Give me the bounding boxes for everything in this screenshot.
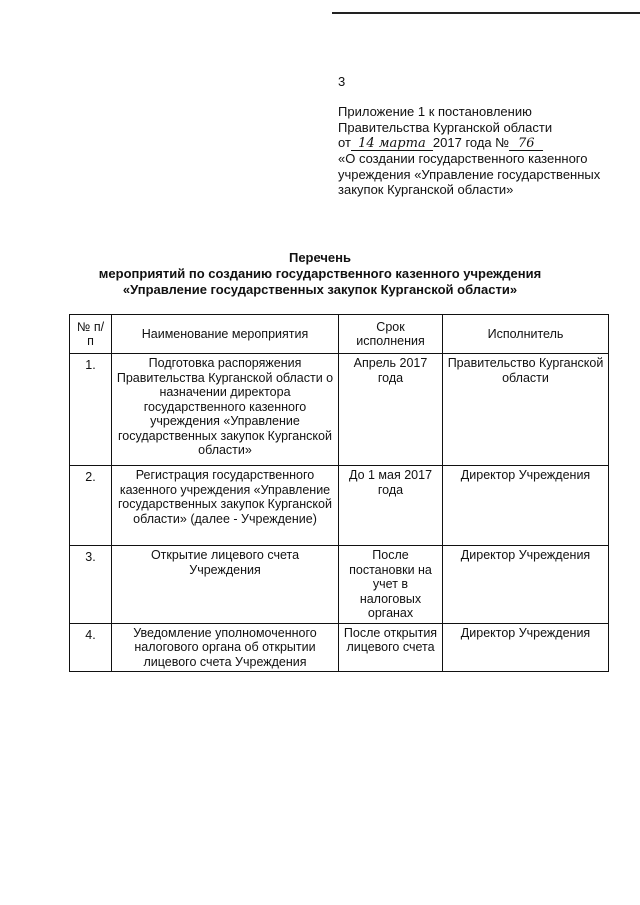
row-name: Уведомление уполномоченного налогового органа об открытии лицевого счета Учреждения	[112, 623, 339, 672]
row-name: Открытие лицевого счета Учреждения	[112, 546, 339, 624]
appendix-line: учреждения «Управление государственных	[338, 166, 601, 182]
appendix-date-line	[338, 135, 633, 151]
page-number: 3	[338, 74, 346, 89]
row-name: Регистрация государственного казенного учреждения «Управление государственных закупок Курганской области» (далее - Учреждение)	[112, 466, 339, 546]
row-num: 4.	[70, 623, 112, 672]
header-deadline: Срок исполнения	[339, 315, 443, 354]
row-executor: Директор Учреждения	[443, 546, 609, 624]
row-executor: Правительство Курганской области	[443, 354, 609, 466]
handwritten-date: 14 марта	[351, 137, 433, 151]
row-deadline: Апрель 2017 года	[339, 354, 443, 466]
table-row	[70, 546, 609, 624]
row-name: Подготовка распоряжения Правительства Курганской области о назначении директора государственного казенного учреждения «Управление государственных закупок Курганской области»	[112, 354, 339, 466]
measures-table	[69, 314, 609, 672]
table-header-row	[70, 315, 609, 354]
row-deadline: После постановки на учет в налоговых органах	[339, 546, 443, 624]
handwritten-number: 76	[509, 137, 543, 151]
scan-edge-line	[332, 12, 640, 14]
table-row	[70, 466, 609, 546]
appendix-line: Правительства Курганской области	[338, 119, 553, 135]
title-line: «Управление государственных закупок Курганской области»	[122, 282, 518, 297]
row-num: 2.	[70, 466, 112, 546]
title-line: Перечень	[288, 250, 352, 265]
appendix-line: закупок Курганской области»	[338, 182, 514, 197]
row-num: 1.	[70, 354, 112, 466]
row-executor: Директор Учреждения	[443, 623, 609, 672]
table-row	[70, 354, 609, 466]
appendix-line: «О создании государственного казенного	[338, 151, 588, 166]
header-executor: Исполнитель	[443, 315, 609, 354]
appendix-line: Приложение 1 к постановлению	[338, 104, 532, 119]
table-row	[70, 623, 609, 672]
row-executor: Директор Учреждения	[443, 466, 609, 546]
date-suffix: 2017 года №	[432, 135, 510, 150]
date-prefix: от	[338, 135, 351, 150]
header-num: № п/п	[70, 315, 112, 354]
title-line: мероприятий по созданию государственного казенного учреждения	[98, 266, 542, 281]
header-name: Наименование мероприятия	[112, 315, 339, 354]
document-title	[0, 250, 640, 298]
row-deadline: После открытия лицевого счета	[339, 623, 443, 672]
appendix-header	[338, 104, 633, 198]
row-deadline: До 1 мая 2017 года	[339, 466, 443, 546]
row-num: 3.	[70, 546, 112, 624]
